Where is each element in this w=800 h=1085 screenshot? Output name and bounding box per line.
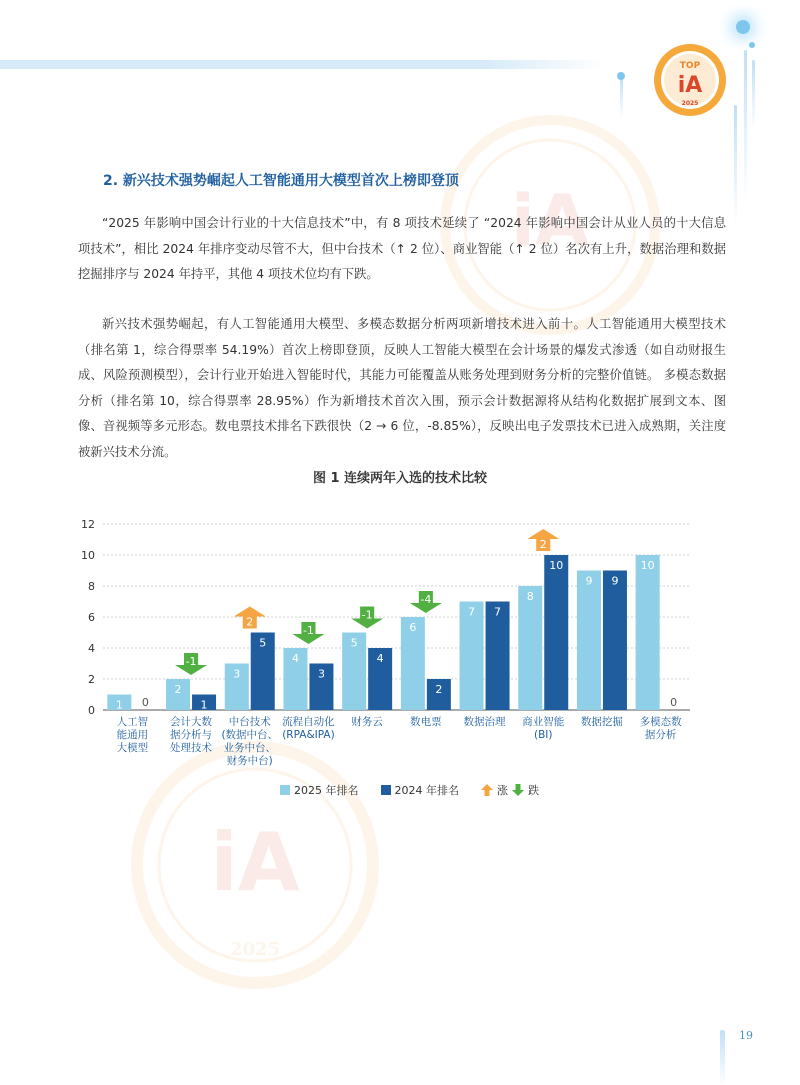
badge-ia-text: iA (677, 73, 703, 98)
decor-dot (617, 72, 625, 80)
legend-label-rise: 涨 (497, 784, 508, 797)
top-ia-badge-logo (652, 42, 728, 118)
bar-value-label: 4 (291, 652, 299, 665)
bar-2025 (518, 586, 542, 710)
y-tick-label: 0 (88, 704, 95, 717)
bar-value-label: 1 (200, 698, 208, 712)
legend-swatch-2024 (381, 785, 391, 795)
x-category-label: 流程自动化 (282, 716, 335, 728)
bar-value-label: 5 (350, 636, 358, 650)
x-category-label: 商业智能 (522, 716, 565, 728)
bar-value-label: 6 (409, 621, 417, 634)
bar-value-label: 9 (585, 574, 593, 588)
x-category-label: 业务中台、 (223, 742, 276, 754)
legend-swatch-2025 (280, 785, 290, 795)
bar-value-label: 4 (376, 652, 384, 665)
y-tick-label: 6 (88, 611, 95, 624)
badge-year-text: 2025 (681, 100, 699, 107)
x-category-label: 中台技术 (228, 716, 271, 728)
bar-2024 (544, 555, 568, 710)
x-category-label: (RPA&IPA) (282, 729, 335, 741)
body-paragraph-1: “2025 年影响中国会计行业的十大信息技术”中，有 8 项技术延续了 “2024 年影响中国会计从业人员的十大信息项技术”，相比 2024 年排序变动尽管不大，但中台技术（↑ 2 位）、商业智能（↑ 2 位）名次有上升，数据治理和数据挖掘排序与 2024 年持平，其他 4 项技术位均有下跌。 (78, 216, 726, 281)
rank-change-label: -1 (302, 624, 314, 637)
figure-title: 图 1 连续两年入选的技术比较 (312, 471, 488, 486)
y-tick-label: 12 (81, 518, 95, 531)
decor-line (620, 78, 623, 118)
svg-text:2025: 2025 (229, 939, 281, 960)
x-category-label: 财务云 (351, 716, 383, 728)
x-category-label: 处理技术 (170, 742, 213, 754)
bar-value-label: 10 (640, 559, 655, 572)
x-category-label: 多模态数 (639, 716, 682, 728)
x-category-label: (BI) (534, 729, 553, 741)
x-category-label: 据分析与 (170, 729, 213, 741)
y-tick-label: 4 (88, 642, 95, 655)
bar-value-label: 9 (611, 574, 619, 588)
decor-line (734, 105, 737, 225)
bar-value-label: 7 (494, 605, 502, 619)
rise-arrow-icon (481, 784, 493, 796)
x-category-label: 数电票 (410, 716, 442, 728)
rank-change-label: -1 (361, 608, 373, 622)
bar-value-label: 5 (259, 636, 267, 650)
y-tick-label: 8 (88, 580, 95, 593)
bar-value-label: 2 (435, 683, 443, 696)
x-category-label: 财务中台) (226, 755, 273, 767)
badge-top-text: TOP (679, 61, 701, 71)
bar-chart (60, 510, 720, 780)
rank-change-label: -4 (420, 593, 432, 606)
svg-text:iA: iA (210, 816, 300, 909)
decor-line (720, 1030, 725, 1085)
legend-label-2024: 2024 年排名 (394, 784, 459, 797)
bar-value-label: 2 (174, 683, 182, 696)
decor-line (744, 50, 747, 200)
bar-value-label: 1 (115, 698, 123, 712)
y-tick-label: 2 (88, 673, 95, 686)
header-decor-bar (0, 60, 605, 69)
rank-change-label: -1 (185, 655, 197, 668)
bar-2024 (603, 571, 627, 711)
x-category-label: (数据中台、 (221, 729, 279, 741)
fall-arrow-icon (512, 784, 524, 796)
bar-value-label: 3 (317, 667, 325, 681)
x-category-label: 数据挖掘 (580, 716, 623, 728)
x-category-label: 据分析 (644, 729, 677, 741)
bar-value-label: 8 (526, 590, 534, 603)
chart-legend (280, 782, 539, 798)
y-tick-label: 10 (81, 549, 95, 562)
rank-change-label: 2 (539, 538, 547, 551)
x-category-label: 数据治理 (463, 716, 506, 728)
x-category-label: 大模型 (116, 742, 149, 754)
decor-dot (749, 42, 755, 48)
bar-value-label: 0 (670, 696, 678, 709)
section-heading: 2. 新兴技术强势崛起人工智能通用大模型首次上榜即登顶 (103, 173, 459, 189)
x-category-label: 人工智 (116, 716, 149, 728)
bar-value-label: 3 (233, 667, 241, 681)
body-paragraph-2: 新兴技术强势崛起，有人工智能通用大模型、多模态数据分析两项新增技术进入前十。人工智能通用大模型技术（排名第 1，综合得票率 54.19%）首次上榜即登顶，反映人工智能大模型在会计场景的爆发式渗透（如自动财报生成、风险预测模型），会计行业开始进入智能时代，其能力可能覆盖从账务处理到财务分析的完整价值链。 多模态数据分析（排名第 10，综合得票率 28.95%）作为新增技术首次入围，预示会计数据源将从结构化数据扩展到文本、图像、音视频等多元形态。数电票技术排名下跌很快（2 → 6 位，-8.85%），反映出电子发票技术已进入成熟期，关注度被新兴技术分流。 (78, 317, 726, 459)
rank-change-label: 2 (246, 615, 254, 629)
svg-text:iA: iA (510, 180, 590, 262)
x-category-label: 会计大数 (170, 716, 213, 728)
legend-label-fall: 跌 (528, 784, 539, 797)
decor-line (752, 60, 755, 130)
legend-label-2025: 2025 年排名 (294, 784, 359, 797)
bar-2025 (636, 555, 660, 710)
bar-value-label: 7 (468, 605, 476, 619)
decor-dot (736, 20, 750, 34)
bar-value-label: 10 (549, 559, 564, 572)
x-category-label: 能通用 (116, 729, 149, 741)
bar-value-label: 0 (141, 696, 149, 709)
bar-2025 (577, 571, 601, 711)
page-number: 19 (739, 1029, 753, 1042)
